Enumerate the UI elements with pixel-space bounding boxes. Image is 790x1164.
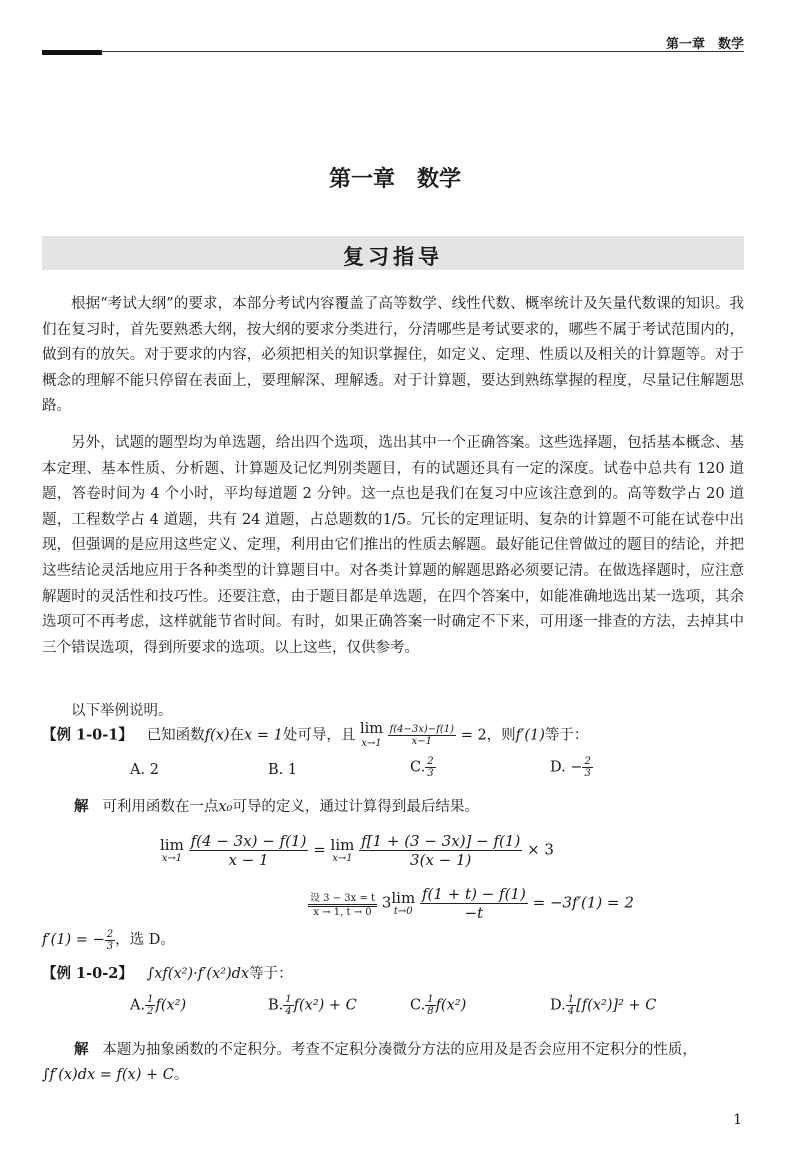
fraction-denominator: 3 — [427, 768, 434, 779]
fraction-denominator: 3 — [106, 940, 114, 952]
stem-math: x = 1 — [244, 727, 283, 744]
option-math: f(x²) — [435, 997, 467, 1014]
lim-word: lim — [391, 888, 416, 907]
example-2-option-b — [268, 994, 357, 1017]
solution-text: 可导的定义，通过计算得到最后结果。 — [232, 799, 479, 815]
option-prefix: B. — [268, 997, 284, 1014]
eq1-left-fraction — [189, 832, 309, 869]
paragraph-3: 以下举例说明。 — [71, 703, 173, 719]
fraction-numerator: f(4 − 3x) − f(1) — [190, 832, 307, 850]
limit — [160, 837, 184, 865]
option-d-fraction — [582, 756, 592, 779]
option-fraction — [425, 994, 435, 1017]
stem-text: 处可导，且 — [282, 727, 356, 744]
option-prefix: D. — [550, 997, 566, 1014]
fraction-numerator: f(4−3x)−f(1) — [389, 723, 455, 735]
page-number: 1 — [733, 1112, 742, 1128]
conclusion-text: ，选 D。 — [115, 932, 175, 948]
example-2-label: 【例 1-0-2】 — [42, 965, 133, 982]
eq2-fraction — [420, 885, 528, 922]
running-header: 第一章 数学 — [665, 37, 744, 52]
option-b: B. 1 — [268, 762, 298, 778]
fraction-numerator: 2 — [106, 928, 114, 940]
fraction-numerator: f(1 + t) − f(1) — [421, 885, 526, 903]
lim-sub: t→0 — [393, 906, 413, 918]
example-2-option-d — [550, 994, 656, 1017]
solution-math: ∫f′(x)dx = f(x) + C — [42, 1067, 174, 1083]
fraction-denominator: 4 — [285, 1006, 292, 1017]
fraction-numerator: 1 — [147, 994, 154, 1005]
fraction-denominator: x−1 — [411, 735, 433, 747]
fraction-numerator: 2 — [584, 756, 591, 767]
fraction-numerator: 1 — [567, 994, 575, 1005]
option-c-fraction — [425, 756, 435, 779]
substitution — [308, 889, 377, 918]
stem-text: 在 — [229, 727, 245, 744]
option-fraction — [283, 994, 293, 1017]
option-c — [410, 756, 436, 779]
example-1-solution — [74, 795, 479, 816]
fraction-numerator: 1 — [427, 994, 434, 1005]
option-math: [f(x²)]² + C — [576, 997, 657, 1014]
example-1-label: 【例 1-0-1】 — [42, 726, 133, 744]
stem-text: 等于： — [249, 966, 293, 982]
example-2-solution — [74, 1037, 744, 1063]
fraction-denominator: x − 1 — [228, 851, 269, 869]
solution-label: 解 — [74, 1041, 89, 1058]
option-math: f(x²) + C — [293, 997, 357, 1014]
solution-text: 。 — [173, 1067, 189, 1083]
eq1-right-fraction — [359, 832, 522, 869]
example-1-stem — [42, 722, 588, 749]
limit — [331, 837, 355, 865]
chapter-title: 第一章 数学 — [328, 166, 461, 192]
fraction-numerator: 2 — [427, 756, 434, 767]
option-prefix: A. — [130, 997, 146, 1014]
example-2-stem — [42, 962, 293, 983]
lim-sub: x→1 — [361, 737, 382, 749]
stem-text: = 2，则 — [460, 727, 516, 744]
stem-math: ∫xf(x²)·f′(x²)dx — [146, 966, 250, 982]
example-2-option-c — [410, 994, 466, 1017]
fraction-denominator: 3(x − 1) — [410, 851, 472, 869]
substitution-under: x → 1, t → 0 — [313, 907, 372, 918]
equation-2 — [308, 885, 634, 922]
example-1-conclusion — [42, 928, 175, 952]
solution-text: 可利用函数在一点 — [102, 799, 219, 815]
fraction-denominator: 2 — [147, 1006, 154, 1017]
fraction-denominator: −t — [464, 904, 484, 922]
fraction-numerator: 1 — [285, 994, 292, 1005]
solution-text: 本题为抽象函数的不定积分。考查不定积分凑微分方法的应用及是否会应用不定积分的性质， — [102, 1042, 697, 1058]
stem-math: f(x) — [204, 727, 230, 744]
stem-math: f′(1) — [515, 727, 545, 744]
example-2-solution-formula — [42, 1063, 188, 1084]
paragraph-1: 根据“考试大纲”的要求，本部分考试内容覆盖了高等数学、线性代数、概率统计及矢量代数课的知识。我们在复习时，首先要熟悉大纲，按大纲的要求分类进行，分清哪些是考试要求的，哪些不属于考试范围内的，做到有的放矢。对于要求的内容，必须把相关的知识掌握住，如定义、定理、性质以及相关的计算题等。对于概念的理解不能只停留在表面上，要理解深、理解透。对于计算题，要达到熟练掌握的程度，尽量记住解题思路。 — [42, 296, 744, 415]
section-banner — [42, 236, 744, 270]
solution-math: x₀ — [218, 799, 233, 815]
eq2-coef: 3 — [381, 893, 392, 912]
paragraph-2: 另外，试题的题型均为单选题，给出四个选项，选出其中一个正确答案。这些选择题，包括基本概念、基本定理、基本性质、分析题、计算题及记忆判别类题目，有的试题还具有一定的深度。试卷中总共有 120 道题，答卷时间为 4 个小时，平均每道题 2 分钟。这一点也是我们在复习中应该注意到的。高等数学占 20 道题，工程数学占 4 道题，共有 24 道题，占总题数的1/5。冗长的定理证明、复杂的计算题不可能在试卷中出现，但强调的是应用这些定义、定理，利用由它们推出的性质去解题。最好能记住曾做过的题目的结论，并把这些结论灵活地应用于各种类型的计算题目中。对各类计算题的解题思路必须要记清。在做选择题时，应注意解题时的灵活性和技巧性。还要注意，由于题目都是单选题，在四个答案中，如能准确地选出某一选项，其余选项可不再考虑，这样就能节省时间。有时，如果正确答案一时确定不下来，可用逐一排查的方法，去掉其中三个错误选项，得到所要求的选项。以上这些，仅供参考。 — [42, 435, 744, 656]
fraction-denominator: 4 — [567, 1006, 575, 1017]
option-d — [550, 756, 593, 779]
option-a: A. 2 — [130, 762, 159, 778]
limit — [391, 890, 415, 918]
eq1-times: × 3 — [527, 840, 554, 859]
stem-text: 已知函数 — [146, 727, 205, 744]
option-c-prefix: C. — [410, 759, 426, 776]
conclusion-fraction — [105, 929, 115, 952]
stem-text: 等于： — [544, 727, 589, 744]
fraction-denominator: 8 — [427, 1006, 434, 1017]
lim-word: lim — [160, 835, 184, 854]
lim-sub: x→1 — [332, 853, 353, 865]
limit — [360, 722, 383, 749]
option-d-prefix: D. − — [550, 759, 583, 776]
eq2-result: = −3f′(1) = 2 — [532, 893, 634, 912]
stem-fraction — [388, 724, 457, 747]
substitution-over: 设 3 − 3x = t — [308, 889, 377, 907]
solution-label: 解 — [74, 798, 89, 815]
option-fraction — [145, 994, 155, 1017]
section-title: 复习指导 — [343, 245, 443, 269]
lim-sub: x→1 — [161, 853, 183, 865]
example-2-option-a — [130, 994, 186, 1017]
fraction-denominator: 3 — [584, 768, 591, 779]
equation-1: lim x→1 $\frac{f(4 - 3x) - f(1)}{x - 1}$ = lim x→1 $\frac{f[1 + (3 - 3x)] - f(1)}{3(x - 1)}$ × 3 — [160, 832, 554, 869]
conclusion-math: f′(1) = − — [42, 932, 105, 948]
fraction-numerator: f[1 + (3 − 3x)] − f(1) — [361, 832, 521, 850]
option-prefix: C. — [410, 997, 426, 1014]
option-math: f(x²) — [155, 997, 187, 1014]
option-fraction — [566, 994, 576, 1017]
lim-word: lim — [359, 721, 383, 737]
lim-word: lim — [330, 835, 355, 854]
header-rule-bar — [42, 50, 102, 55]
header-rule-line — [100, 51, 744, 52]
